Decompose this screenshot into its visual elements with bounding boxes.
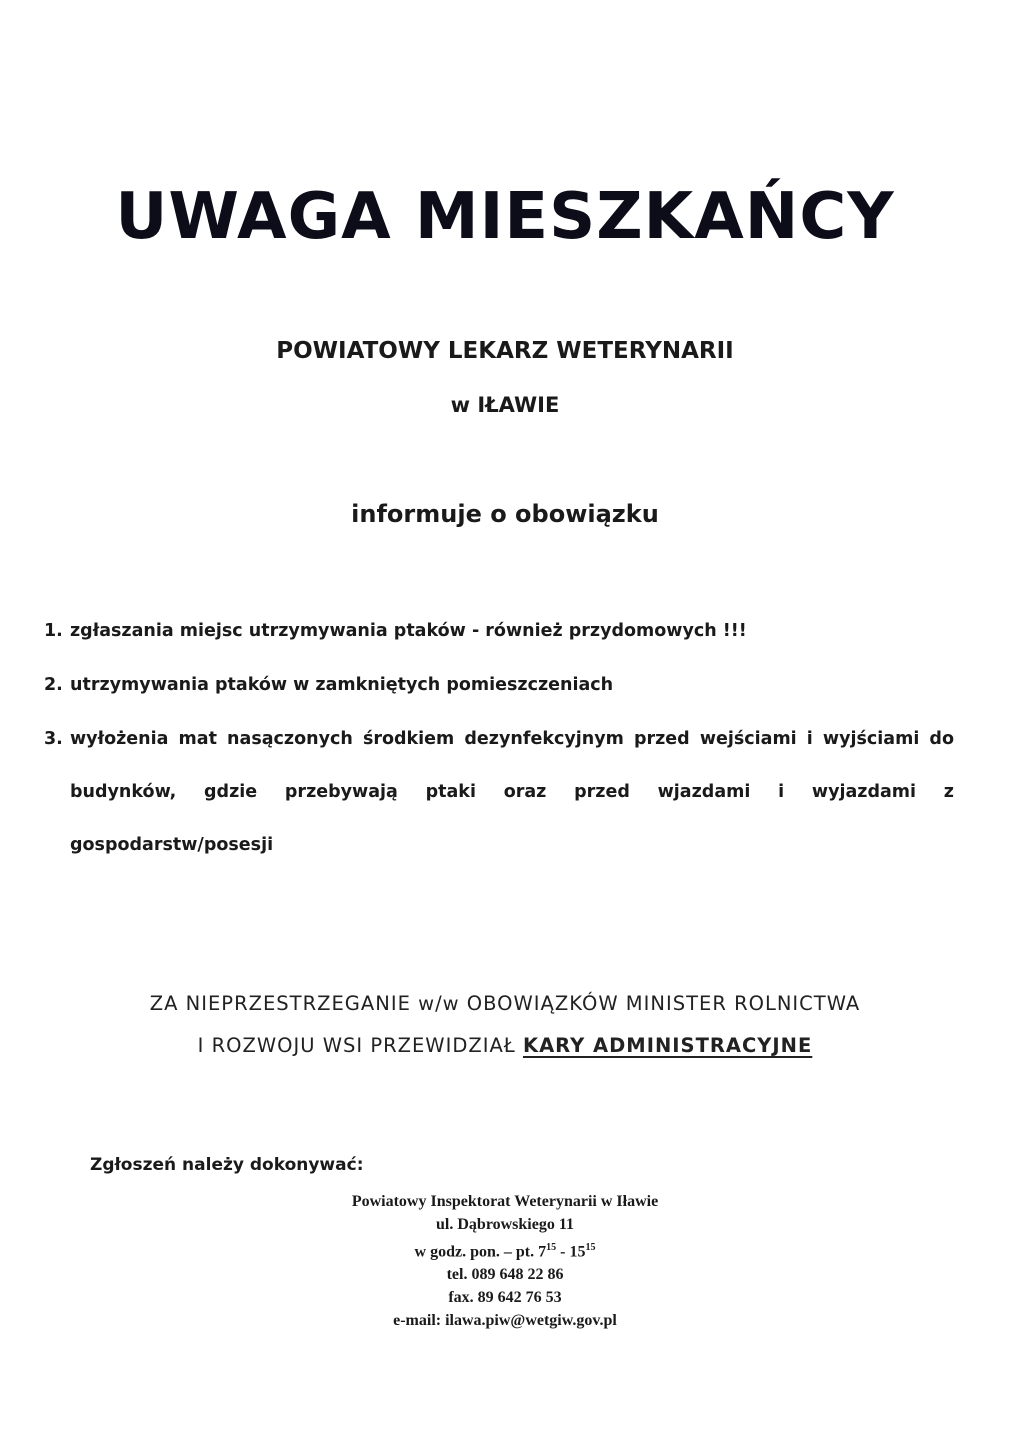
office-hours (0, 1236, 1010, 1263)
item-number: 1. (44, 621, 63, 641)
list-item (44, 671, 954, 700)
email-address[interactable]: e-mail: ilawa.piw@wetgiw.gov.pl (393, 1312, 617, 1330)
item-text: utrzymywania ptaków w zamkniętych pomieszczeniach (70, 675, 614, 695)
warning-line-2-prefix: I ROZWOJU WSI PRZEWIDZIAŁ (197, 1034, 516, 1057)
warning-line-2 (0, 1025, 1010, 1067)
hours-prefix: w godz. pon. – pt. 7 (414, 1243, 547, 1261)
fax-number: fax. 89 642 76 53 (448, 1289, 562, 1307)
report-heading: Zgłoszeń należy dokonywać: (90, 1155, 364, 1175)
intro-text: informuje o obowiązku (351, 500, 659, 528)
contact-block (0, 1190, 1010, 1332)
phone-number: tel. 089 648 22 86 (446, 1266, 564, 1284)
office-name: Powiatowy Inspektorat Weterynarii w Iławie (351, 1193, 659, 1210)
penalty-emphasis: KARY ADMINISTRACYJNE (522, 1034, 813, 1057)
hours-close-minutes: 15 (585, 1242, 596, 1253)
hours-separator: - 15 (556, 1243, 586, 1261)
notice-title: UWAGA MIESZKAŃCY (115, 180, 895, 254)
warning-line-1: ZA NIEPRZESTRZEGANIE w/w OBOWIĄZKÓW MINISTER ROLNICTWA (149, 992, 861, 1015)
item-number: 3. (44, 729, 63, 749)
item-number: 2. (44, 675, 63, 695)
office-address: ul. Dąbrowskiego 11 (436, 1216, 574, 1233)
authority-name: POWIATOWY LEKARZ WETERYNARII (276, 338, 734, 364)
hours-open-minutes: 15 (546, 1242, 557, 1253)
obligations-list (44, 617, 954, 897)
list-item (44, 617, 954, 646)
item-text: zgłaszania miejsc utrzymywania ptaków - również przydomowych !!! (70, 621, 747, 641)
item-text: wyłożenia mat nasączonych środkiem dezynfekcyjnym przed wejściami i wyjściami do budynków, gdzie przebywają ptaki oraz przed wjazdami i wyjazdami z gospodarstw/posesji (70, 729, 954, 855)
penalty-warning (0, 983, 1010, 1067)
authority-location: w IŁAWIE (450, 393, 560, 417)
list-item (44, 725, 954, 872)
